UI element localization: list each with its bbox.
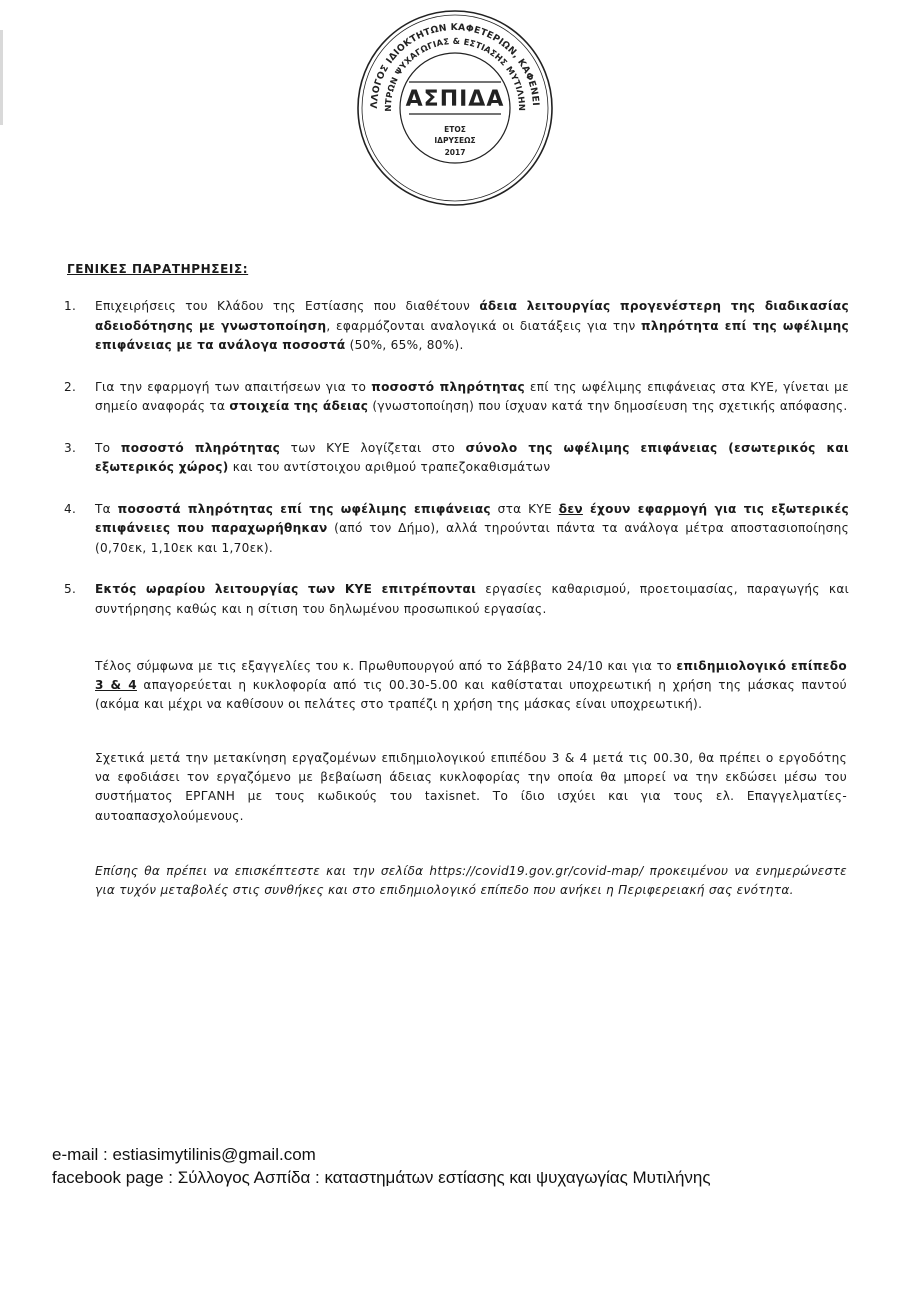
seal-name: ΑΣΠΙΔΑ [405, 87, 505, 112]
page-edge-artifact [0, 30, 3, 125]
item-number: 1. [64, 299, 77, 313]
item-text: Το ποσοστό πληρότητας των ΚΥΕ λογίζεται στο σύνολο της ωφέλιμης επιφάνειας (εσωτερικός και εξωτερικός χώρος) και του αντίστοιχου αριθμού τραπεζοκαθισμάτων [95, 440, 849, 474]
employee-movement-paragraph: Σχετικά μετά την μετακίνηση εργαζομένων επιδημιολογικού επιπέδου 3 & 4 μετά τις 00.30, θα πρέπει ο εργοδότης να εφοδιάσει τον εργαζόμενο με βεβαίωση άδειας κυκλοφορίας την οποία θα μπορεί να την εκδώσει μέσω του συστήματος ΕΡΓΑΝΗ με τους κωδικούς του taxisnet. Το ίδιο ισχύει και για τους ελ. Επαγγελματίες-αυτοαπασχολούμενους. [95, 751, 847, 823]
covid-map-paragraph: Επίσης θα πρέπει να επισκέπτεστε και την σελίδα https://covid19.gov.gr/covid-map/ προκειμένου να ενημερώνεστε για τυχόν μεταβολές στις συνθήκες και στο επιδημιολογικό επίπεδο που ανήκει η Περιφερειακή σας ενότητα. [95, 864, 847, 898]
footer-email: e-mail : estiasimytilinis@gmail.com [52, 1145, 316, 1164]
item-number: 4. [64, 501, 77, 516]
seal-est-line2: ΙΔΡΥΣΕΩΣ [434, 136, 476, 145]
curfew-paragraph: Τέλος σύμφωνα με τις εξαγγελίες του κ. Πρωθυπουργού από το Σάββατο 24/10 και για το επιδημιολογικό επίπεδο 3 & 4 απαγορεύεται η κυκλοφορία από τις 00.30-5.00 και καθίσταται υποχρεωτική η χρήση της μάσκας παντού (ακόμα και μέχρι να καθίσουν οι πελάτες στο τραπέζι η χρήση της μάσκας είναι υποχρεωτική). [95, 659, 848, 712]
remark-item-2 [64, 378, 849, 417]
seal-outer-text: ΛΛΟΓΟΣ ΙΔΙΟΚΤΗΤΩΝ ΚΑΦΕΤΕΡΙΩΝ, ΚΑΦΕΝΕΙ [368, 21, 541, 109]
item-number: 3. [64, 440, 77, 455]
item-number: 5. [64, 582, 77, 596]
remark-item-3 [64, 439, 849, 478]
item-text: Για την εφαρμογή των απαιτήσεων για το ποσοστό πληρότητας επί της ωφέλιμης επιφάνειας στα ΚΥΕ, γίνεται με σημείο αναφοράς τα στοιχεία της άδειας (γνωστοποίηση) που ίσχυαν κατά την δημοσίευση της σχετικής απόφασης. [95, 379, 849, 413]
item-text: Εκτός ωραρίου λειτουργίας των ΚΥΕ επιτρέπονται εργασίες καθαρισμού, προετοιμασίας, παραγωγής και συντήρησης καθώς και η σίτιση του δηλωμένου προσωπικού εργασίας. [95, 582, 849, 616]
item-number: 2. [64, 379, 77, 394]
remark-item-5 [64, 580, 849, 619]
association-seal [355, 8, 555, 208]
item-text: Επιχειρήσεις του Κλάδου της Εστίασης που διαθέτουν άδεια λειτουργίας προγενέστερη της διαδικασίας αδειοδότησης με γνωστοποίηση, εφαρμόζονται αναλογικά οι διατάξεις για την πληρότητα επί της ωφέλιμης επιφάνειας με τα ανάλογα ποσοστά (50%, 65%, 80%). [95, 299, 849, 352]
general-remarks-heading: ΓΕΝΙΚΕΣ ΠΑΡΑΤΗΡΗΣΕΙΣ: [67, 262, 249, 276]
seal-graphic [355, 8, 555, 208]
remark-item-4 [64, 500, 849, 559]
seal-inner-text: ΝΤΡΩΝ ΨΥΧΑΓΩΓΙΑΣ & ΕΣΤΙΑΣΗΣ ΜΥΤΙΛΗΝ [382, 35, 528, 112]
remarks-list [64, 297, 849, 641]
item-text: Τα ποσοστά πληρότητας επί της ωφέλιμης επιφάνειας στα ΚΥΕ δεν έχουν εφαρμογή για τις εξωτερικές επιφάνειες που παραχωρήθηκαν (από τον Δήμο), αλλά τηρούνται πάντα τα ανάλογα μέτρα αποστασιοποίησης (0,70εκ, 1,10εκ και 1,70εκ). [95, 501, 850, 555]
seal-est-year: 2017 [444, 148, 466, 157]
seal-est-line1: ΕΤΟΣ [444, 125, 466, 134]
remark-item-1 [64, 297, 849, 356]
footer-facebook: facebook page : Σύλλογος Ασπίδα : καταστημάτων εστίασης και ψυχαγωγίας Μυτιλήνης [52, 1168, 711, 1187]
